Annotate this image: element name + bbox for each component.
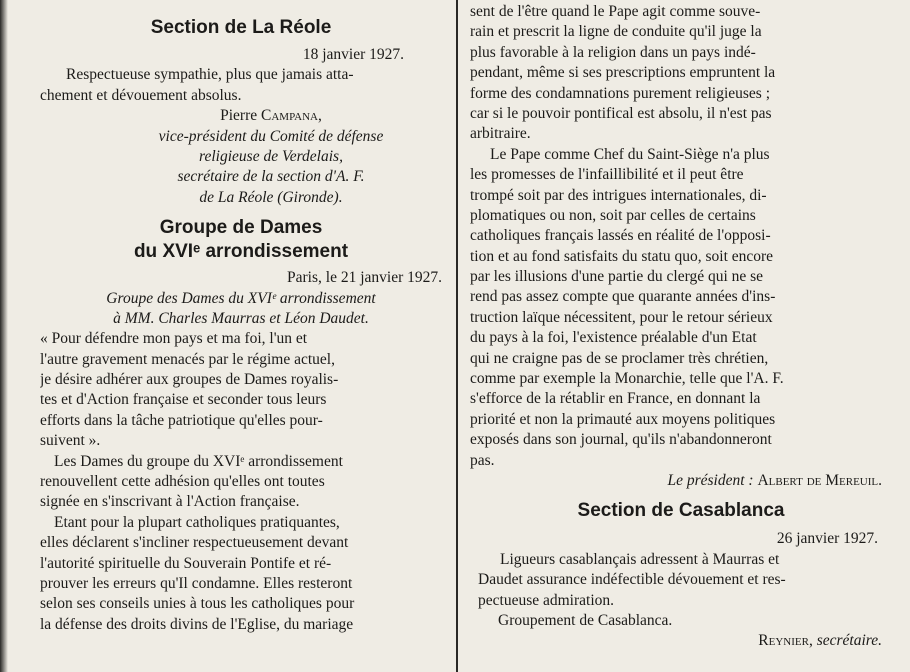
text-line: pectueuse admiration. [478,591,615,609]
text-line: chement et dévouement absolus. [40,86,242,104]
continued-line: arbitraire. [470,125,531,143]
body-line: « Pour défendre mon pays et ma foi, l'un et [40,330,308,348]
continued-line: car si le pouvoir pontifical est absolu, il n'est pas [470,104,772,122]
subtitle-line: à MM. Charles Maurras et Léon Daudet. [113,309,369,327]
continued-line: pendant, même si ses prescriptions empruntent la [470,64,776,82]
heading-section-casablanca: Section de Casablanca [577,500,785,522]
heading-xvie-arrondissement: du XVIᵉ arrondissement [133,241,349,263]
column-rule [456,0,458,672]
date-paris: Paris, le 21 janvier 1927. [287,269,442,287]
group-casablanca: Groupement de Casablanca. [498,611,673,629]
signature-president: Le président : Albert de Mereuil. [667,471,882,489]
signature-reynier: Reynier, secrétaire. [758,632,882,650]
continued-line: trompé soit par des intrigues internationales, di- [470,186,767,204]
body-line: elles déclarent s'incliner respectueusement devant [40,534,349,552]
continued-line: exposés dans son journal, qu'ils n'abandonneront [470,431,772,449]
heading-section-la-reole: Section de La Réole [150,17,332,38]
body-line: prouver les erreurs qu'Il condamne. Elles resteront [40,574,353,592]
continued-line: rain et prescrit la ligne de conduite qu'il juge la [470,23,762,41]
continued-line: priorité et non la primauté aux moyens politiques [470,410,776,428]
date-casablanca: 26 janvier 1927. [776,530,878,548]
continued-line: rend pas assez compte que quarante années d'ins- [470,288,776,306]
text-line: Daudet assurance indéfectible dévouement et res- [478,571,786,589]
continued-line: plomatiques ou non, soit par celles de certains [470,206,756,224]
continued-line: par les illusions d'une partie du clergé qui ne se [470,268,764,286]
subtitle-line: Groupe des Dames du XVIᵉ arrondissement [106,289,376,307]
body-line: je désire adhérer aux groupes de Dames royalis- [40,371,339,389]
body-line: Les Dames du groupe du XVIᵉ arrondissement [54,452,343,470]
continued-line: catholiques français lassés en réalité de l'opposi- [470,227,771,245]
body-line: renouvellent cette adhésion qu'elles ont toutes [40,473,325,491]
continued-line: sent de l'être quand le Pape agit comme souve- [470,3,761,20]
continued-line: qui ne craigne pas de se proclamer très chrétien, [470,349,769,367]
right-column [470,0,892,672]
text-line: Ligueurs casablançais adressent à Maurras et [500,550,780,568]
left-column [40,0,442,672]
continued-line: forme des condamnations purement religieuses ; [470,84,771,102]
body-line: Etant pour la plupart catholiques pratiquantes, [54,513,340,531]
body-line: l'autre gravement menacés par le régime actuel, [40,350,335,368]
continued-line: truction laïque nécessitent, pour le retour sérieux [470,308,773,326]
continued-line: tion et au fond satisfaits du statu quo, soit encore [470,247,774,265]
role-line: vice-président du Comité de défense [158,127,384,145]
body-line: suivent ». [40,432,101,450]
continued-line: plus favorable à la religion dans un pays indé- [470,43,756,61]
body-line: selon ses conseils unies à tous les catholiques pour [40,595,355,613]
page-edge-shadow [0,0,8,672]
continued-line: Le Pape comme Chef du Saint-Siège n'a plus [490,145,770,163]
date-la-reole: 18 janvier 1927. [302,46,404,63]
continued-line: les promesses de l'infaillibilité et il peut être [470,166,744,184]
body-line: l'autorité spirituelle du Souverain Pontife et ré- [40,554,332,572]
body-line: signée en s'inscrivant à l'Action française. [40,493,300,511]
role-line: de La Réole (Gironde). [199,188,343,206]
continued-line: comme par exemple la Monarchie, telle que l'A. F. [470,370,784,388]
body-line: tes et d'Action française et seconder tous leurs [40,391,327,409]
heading-groupe-de-dames: Groupe de Dames [159,217,323,239]
role-line: religieuse de Verdelais, [199,147,343,165]
signer-campana: Pierre Campana, [220,107,322,125]
text-line: Respectueuse sympathie, plus que jamais atta- [66,66,354,84]
body-line: efforts dans la tâche patriotique qu'elles pour- [40,411,323,429]
continued-line: pas. [470,451,495,469]
role-line: secrétaire de la section d'A. F. [177,168,365,186]
continued-line: s'efforce de la rétablir en France, en donnant la [470,390,761,408]
body-line: la défense des droits divins de l'Eglise, du mariage [40,615,354,633]
continued-line: du pays à la foi, l'existence préalable d'un Etat [470,329,757,347]
